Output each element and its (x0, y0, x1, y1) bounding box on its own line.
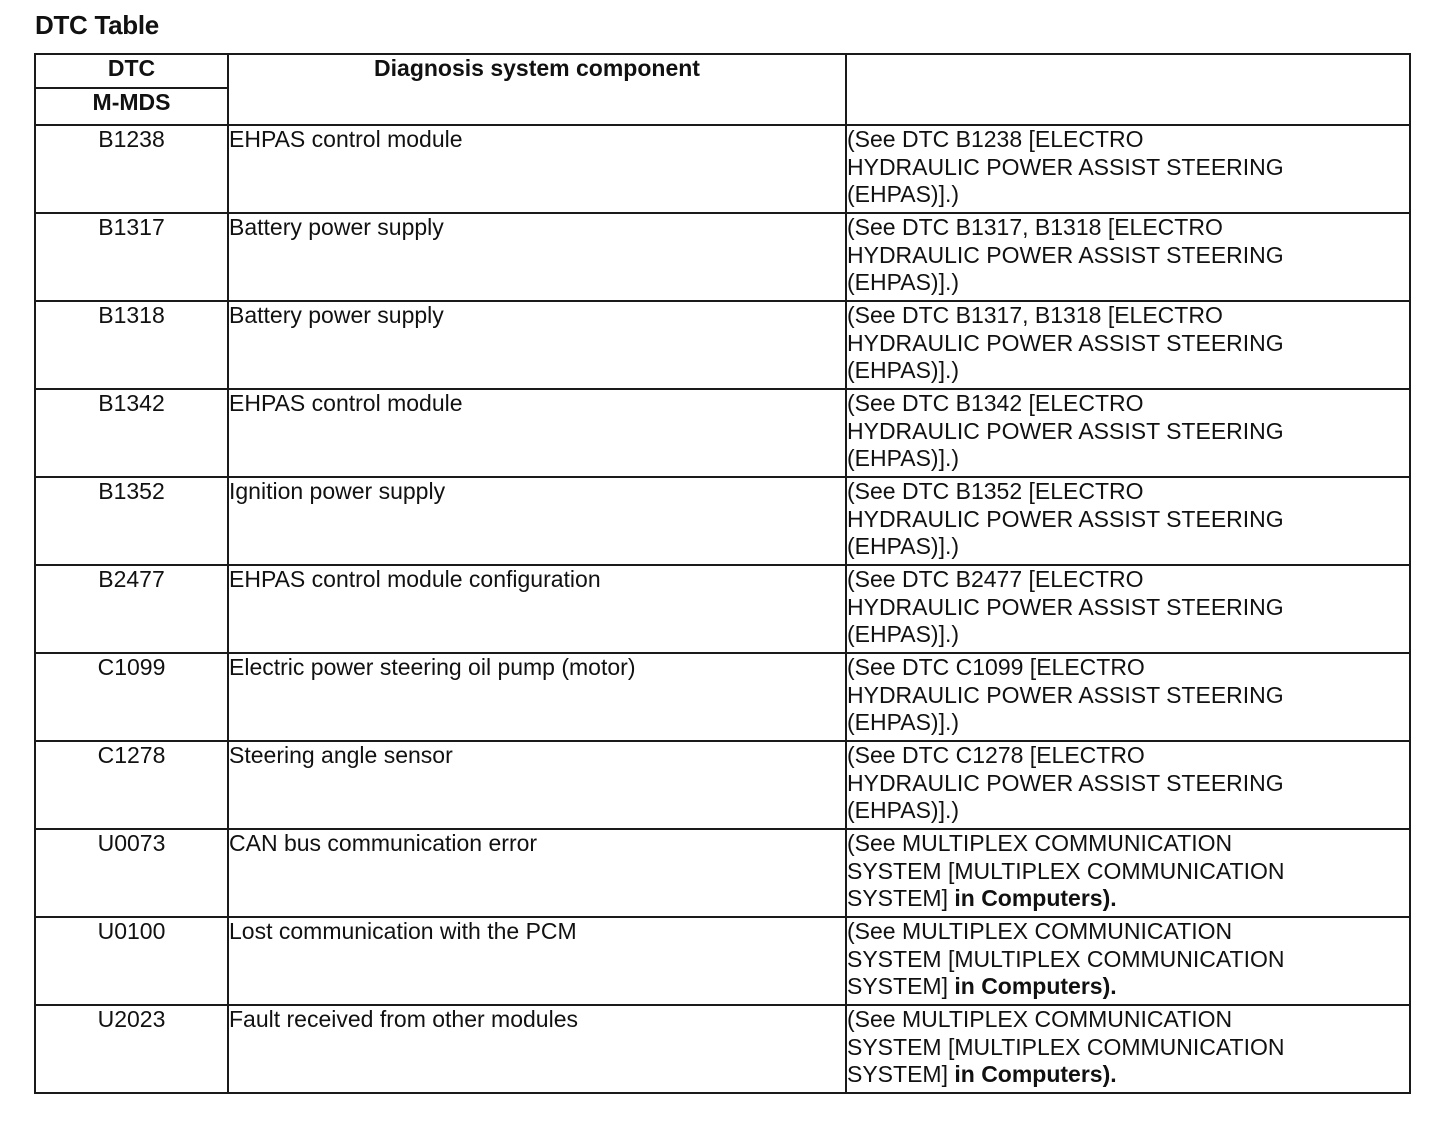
reference-text: SYSTEM [MULTIPLEX COMMUNICATION (847, 945, 1285, 972)
reference-line (847, 918, 1409, 946)
reference-line (847, 742, 1409, 770)
reference-text: (EHPAS)].) (847, 269, 960, 295)
reference-line (847, 654, 1409, 682)
reference-tail: in Computers). (947, 885, 1117, 911)
reference-line (847, 973, 1409, 1001)
reference-line (847, 946, 1409, 974)
reference-line (847, 682, 1409, 710)
component-cell: Fault received from other modules (228, 1005, 846, 1093)
reference-text: (See DTC B1238 [ELECTRO (847, 126, 1144, 152)
reference-line (847, 154, 1409, 182)
reference-line (847, 858, 1409, 886)
reference-line (847, 770, 1409, 798)
reference-line (847, 594, 1409, 622)
table-row (35, 653, 1410, 741)
reference-line (847, 478, 1409, 506)
reference-cell (846, 741, 1410, 829)
reference-text: (EHPAS)].) (847, 357, 960, 383)
reference-cell (846, 125, 1410, 213)
reference-cell (846, 1005, 1410, 1093)
reference-line (847, 357, 1409, 385)
reference-line (847, 885, 1409, 913)
reference-text: (EHPAS)].) (847, 797, 960, 823)
component-cell: Battery power supply (228, 213, 846, 301)
reference-tail: in Computers). (947, 973, 1117, 999)
reference-line (847, 533, 1409, 561)
reference-text: (See DTC C1278 [ELECTRO (847, 742, 1145, 768)
dtc-code-cell: B1352 (35, 477, 228, 565)
reference-text: SYSTEM] (847, 885, 948, 911)
table-row (35, 477, 1410, 565)
reference-line (847, 621, 1409, 649)
reference-line (847, 269, 1409, 297)
reference-text: SYSTEM] (847, 1061, 948, 1087)
reference-line (847, 709, 1409, 737)
reference-cell (846, 477, 1410, 565)
component-cell: Lost communication with the PCM (228, 917, 846, 1005)
header-component: Diagnosis system component (228, 54, 846, 125)
reference-text: (See DTC B1317, B1318 [ELECTRO (847, 302, 1223, 328)
reference-line (847, 445, 1409, 473)
reference-text: (See DTC B2477 [ELECTRO (847, 566, 1144, 592)
reference-text: (EHPAS)].) (847, 181, 960, 207)
table-row (35, 565, 1410, 653)
dtc-code-cell: B1238 (35, 125, 228, 213)
reference-line (847, 302, 1409, 330)
component-cell: Battery power supply (228, 301, 846, 389)
reference-text: (See MULTIPLEX COMMUNICATION (847, 830, 1233, 856)
reference-text: (See MULTIPLEX COMMUNICATION (847, 1006, 1233, 1032)
table-row (35, 1005, 1410, 1093)
reference-text: (See DTC B1342 [ELECTRO (847, 390, 1144, 416)
reference-line (847, 830, 1409, 858)
reference-line (847, 1006, 1409, 1034)
table-row (35, 301, 1410, 389)
reference-text: (See DTC B1317, B1318 [ELECTRO (847, 214, 1223, 240)
reference-text: (See MULTIPLEX COMMUNICATION (847, 918, 1233, 944)
reference-line (847, 1034, 1409, 1062)
dtc-code-cell: B1317 (35, 213, 228, 301)
dtc-code-cell: U2023 (35, 1005, 228, 1093)
dtc-code-cell: C1099 (35, 653, 228, 741)
dtc-table (34, 53, 1411, 1094)
component-cell: Steering angle sensor (228, 741, 846, 829)
reference-text: HYDRAULIC POWER ASSIST STEERING (847, 241, 1284, 268)
reference-text: HYDRAULIC POWER ASSIST STEERING (847, 505, 1284, 532)
reference-text: HYDRAULIC POWER ASSIST STEERING (847, 681, 1284, 708)
reference-line (847, 418, 1409, 446)
table-row (35, 917, 1410, 1005)
reference-cell (846, 389, 1410, 477)
reference-text: (EHPAS)].) (847, 709, 960, 735)
reference-cell (846, 917, 1410, 1005)
reference-line (847, 181, 1409, 209)
dtc-table-body (35, 125, 1410, 1093)
reference-text: (EHPAS)].) (847, 533, 960, 559)
dtc-code-cell: U0100 (35, 917, 228, 1005)
reference-text: SYSTEM] (847, 973, 948, 999)
component-cell: CAN bus communication error (228, 829, 846, 917)
reference-line (847, 1061, 1409, 1089)
dtc-code-cell: C1278 (35, 741, 228, 829)
table-row (35, 829, 1410, 917)
component-cell: EHPAS control module (228, 389, 846, 477)
reference-line (847, 390, 1409, 418)
dtc-code-cell: B2477 (35, 565, 228, 653)
reference-line (847, 126, 1409, 154)
reference-text: (EHPAS)].) (847, 445, 960, 471)
reference-text: (See DTC C1099 [ELECTRO (847, 654, 1145, 680)
reference-line (847, 506, 1409, 534)
reference-cell (846, 301, 1410, 389)
reference-text: HYDRAULIC POWER ASSIST STEERING (847, 153, 1284, 180)
dtc-code-cell: U0073 (35, 829, 228, 917)
component-cell: Ignition power supply (228, 477, 846, 565)
reference-text: SYSTEM [MULTIPLEX COMMUNICATION (847, 1033, 1285, 1060)
header-dtc: DTC (35, 54, 228, 88)
reference-cell (846, 653, 1410, 741)
header-reference (846, 54, 1410, 125)
dtc-code-cell: B1342 (35, 389, 228, 477)
reference-text: (See DTC B1352 [ELECTRO (847, 478, 1144, 504)
component-cell: Electric power steering oil pump (motor) (228, 653, 846, 741)
reference-line (847, 566, 1409, 594)
table-row (35, 389, 1410, 477)
reference-line (847, 330, 1409, 358)
page-title: DTC Table (35, 10, 159, 40)
dtc-code-cell: B1318 (35, 301, 228, 389)
reference-text: SYSTEM [MULTIPLEX COMMUNICATION (847, 857, 1285, 884)
reference-line (847, 242, 1409, 270)
table-row (35, 741, 1410, 829)
reference-cell (846, 213, 1410, 301)
reference-line (847, 797, 1409, 825)
reference-cell (846, 829, 1410, 917)
reference-text: HYDRAULIC POWER ASSIST STEERING (847, 329, 1284, 356)
reference-text: (EHPAS)].) (847, 621, 960, 647)
header-mmds: M-MDS (35, 88, 228, 125)
reference-tail: in Computers). (947, 1061, 1117, 1087)
reference-cell (846, 565, 1410, 653)
component-cell: EHPAS control module (228, 125, 846, 213)
reference-text: HYDRAULIC POWER ASSIST STEERING (847, 769, 1284, 796)
reference-text: HYDRAULIC POWER ASSIST STEERING (847, 593, 1284, 620)
reference-text: HYDRAULIC POWER ASSIST STEERING (847, 417, 1284, 444)
table-row (35, 213, 1410, 301)
reference-line (847, 214, 1409, 242)
component-cell: EHPAS control module configuration (228, 565, 846, 653)
table-row (35, 125, 1410, 213)
